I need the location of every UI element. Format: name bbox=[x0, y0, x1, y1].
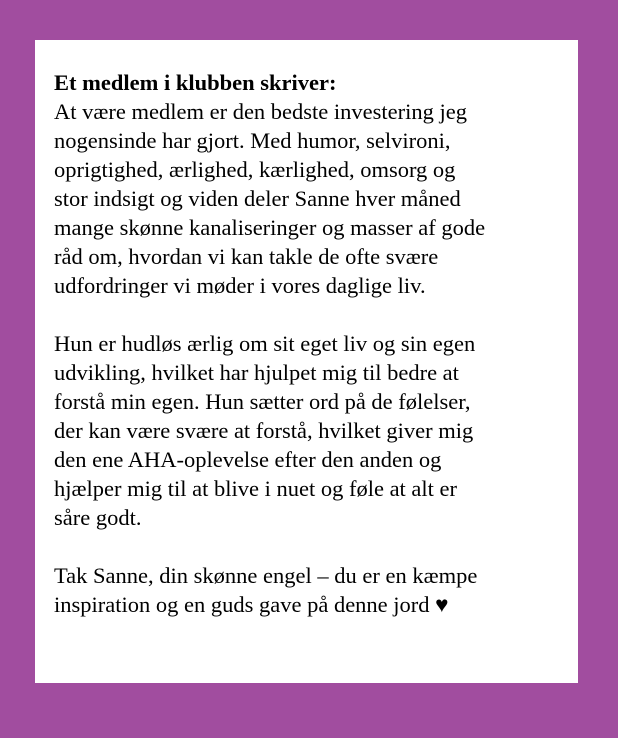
paragraph-line: forstå min egen. Hun sætter ord på de følelser, bbox=[54, 389, 471, 414]
paragraph-line: stor indsigt og viden deler Sanne hver måned bbox=[54, 186, 461, 211]
paragraph-line: udfordringer vi møder i vores daglige liv. bbox=[54, 273, 426, 298]
paragraph-line: Hun er hudløs ærlig om sit eget liv og sin egen bbox=[54, 331, 476, 356]
paragraph-2 bbox=[54, 329, 562, 532]
paragraph-line: At være medlem er den bedste investering jeg bbox=[54, 99, 467, 124]
paragraph-line: udvikling, hvilket har hjulpet mig til bedre at bbox=[54, 360, 459, 385]
paragraph-spacer bbox=[54, 300, 562, 329]
paragraph-line: råd om, hvordan vi kan takle de ofte svære bbox=[54, 244, 439, 269]
paragraph-line: mange skønne kanaliseringer og masser af gode bbox=[54, 215, 486, 240]
paragraph-line: Tak Sanne, din skønne engel – du er en kæmpe bbox=[54, 563, 478, 588]
paragraph-line: nogensinde har gjort. Med humor, selvironi, bbox=[54, 128, 451, 153]
testimonial-card bbox=[35, 40, 578, 683]
paragraph-line-text: inspiration og en guds gave på denne jord bbox=[54, 592, 430, 617]
paragraph-line: hjælper mig til at blive i nuet og føle at alt er bbox=[54, 476, 458, 501]
paragraph-line-with-heart bbox=[54, 590, 562, 619]
paragraph-line: der kan være svære at forstå, hvilket giver mig bbox=[54, 418, 474, 443]
paragraph-3 bbox=[54, 561, 562, 619]
paragraph-spacer bbox=[54, 532, 562, 561]
testimonial-heading: Et medlem i klubben skriver: bbox=[54, 70, 337, 95]
paragraph-1 bbox=[54, 97, 562, 300]
paragraph-line: såre godt. bbox=[54, 505, 142, 530]
paragraph-line: den ene AHA-oplevelse efter den anden og bbox=[54, 447, 442, 472]
paragraph-line: oprigtighed, ærlighed, kærlighed, omsorg og bbox=[54, 157, 456, 182]
heart-icon: ♥ bbox=[435, 592, 449, 617]
